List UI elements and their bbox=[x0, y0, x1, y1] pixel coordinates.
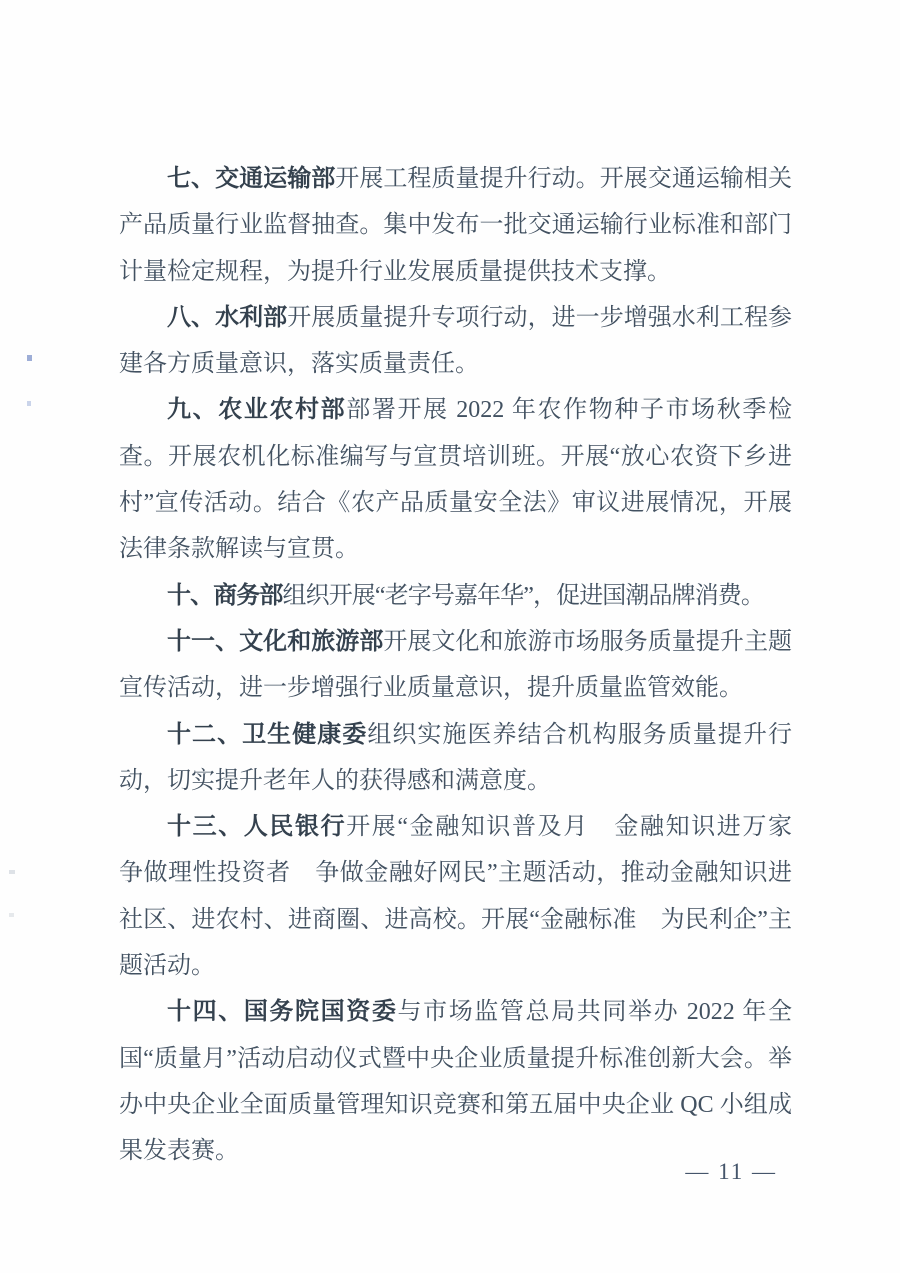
paragraph bbox=[119, 712, 792, 805]
scan-artifact bbox=[27, 355, 32, 361]
paragraph-text: 开展质量提升专项行动，进一步增强水利工程参建各方质量意识，落实质量责任。 bbox=[119, 304, 793, 378]
org-name: 十三、人民银行 bbox=[167, 813, 347, 841]
org-name: 八、水利部 bbox=[167, 303, 288, 331]
org-name: 十、商务部 bbox=[167, 581, 283, 609]
paragraph bbox=[119, 156, 792, 295]
document-body bbox=[119, 156, 816, 1175]
org-name: 九、农业农村部 bbox=[167, 396, 347, 424]
paragraph bbox=[119, 387, 792, 572]
org-name: 七、交通运输部 bbox=[167, 165, 336, 192]
scan-artifact bbox=[27, 401, 31, 406]
paragraph-text: 部署开展 2022 年农作物种子市场秋季检查。开展农机化标准编写与宣贯培训班。开展“放心农资下乡进村”宣传活动。结合《农产品质量安全法》审议进展情况，开展法律条款解读与宣贯。 bbox=[119, 397, 793, 563]
paragraph-text: 开展工程质量提升行动。开展交通运输相关产品质量行业监督抽查。集中发布一批交通运输行业标准和部门计量检定规程，为提升行业发展质量提供技术支撑。 bbox=[119, 166, 792, 285]
paragraph-text: 开展“金融知识普及月 金融知识进万家 争做理性投资者 争做金融好网民”主题活动，推动金融知识进社区、进农村、进商圈、进高校。开展“金融标准 为民利企”主题活动。 bbox=[119, 814, 816, 980]
org-name: 十四、国务院国资委 bbox=[167, 998, 398, 1026]
paragraph bbox=[119, 989, 792, 1174]
org-name: 十二、卫生健康委 bbox=[167, 720, 368, 748]
paragraph bbox=[119, 295, 792, 388]
paragraph-text: 与市场监管总局共同举办 2022 年全国“质量月”活动启动仪式暨中央企业质量提升标准创新大会。举办中央企业全面质量管理知识竞赛和第五届中央企业 QC 小组成果发表赛。 bbox=[119, 999, 793, 1165]
paragraph-text: 组织实施医养结合机构服务质量提升行动，切实提升老年人的获得感和满意度。 bbox=[119, 721, 793, 794]
scan-artifact bbox=[9, 913, 14, 917]
paragraph-text: 开展文化和旅游市场服务质量提升主题宣传活动，进一步增强行业质量意识，提升质量监管效能。 bbox=[119, 628, 792, 702]
page-number: — 11 — bbox=[685, 1159, 777, 1184]
scan-artifact bbox=[9, 870, 15, 874]
paragraph bbox=[119, 573, 792, 619]
paragraph bbox=[119, 619, 792, 712]
paragraph bbox=[119, 804, 816, 989]
org-name: 十一、文化和旅游部 bbox=[167, 627, 384, 655]
paragraph-text: 组织开展“老字号嘉年华”，促进国潮品牌消费。 bbox=[282, 582, 765, 609]
